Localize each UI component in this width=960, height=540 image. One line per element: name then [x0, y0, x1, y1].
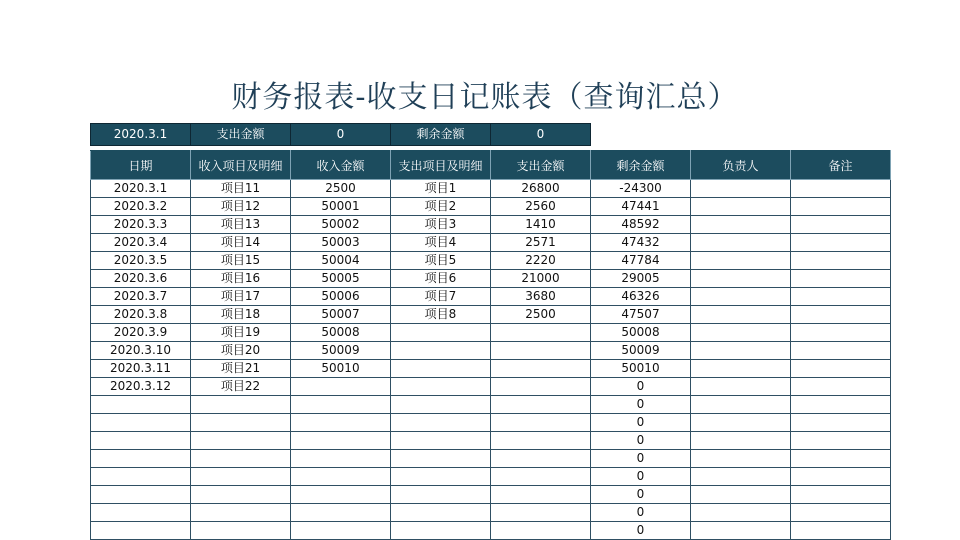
expense-item-cell[interactable]: 项目1 — [391, 180, 491, 198]
expense-amount-cell[interactable] — [491, 522, 591, 540]
expense-item-cell[interactable] — [391, 396, 491, 414]
owner-cell[interactable] — [691, 198, 791, 216]
note-cell[interactable] — [791, 450, 891, 468]
note-cell[interactable] — [791, 270, 891, 288]
table-row — [91, 450, 891, 468]
note-cell[interactable] — [791, 288, 891, 306]
summary-bar — [90, 123, 591, 146]
owner-cell[interactable] — [691, 288, 791, 306]
table-row — [91, 288, 891, 306]
income-item-cell[interactable]: 项目13 — [191, 216, 291, 234]
expense-item-cell[interactable] — [391, 414, 491, 432]
header-income-item[interactable]: 收入项目及明细 — [191, 151, 291, 180]
owner-cell[interactable] — [691, 486, 791, 504]
expense-item-cell[interactable] — [391, 522, 491, 540]
table-row — [91, 216, 891, 234]
date-cell[interactable]: 2020.3.3 — [91, 216, 191, 234]
expense-item-cell[interactable] — [391, 504, 491, 522]
income-amount-cell[interactable] — [291, 468, 391, 486]
balance-cell[interactable]: 0 — [591, 468, 691, 486]
balance-cell[interactable]: 47507 — [591, 306, 691, 324]
owner-cell[interactable] — [691, 252, 791, 270]
expense-item-cell[interactable] — [391, 324, 491, 342]
expense-item-cell[interactable] — [391, 450, 491, 468]
table-header-row — [91, 151, 891, 180]
table-row — [91, 360, 891, 378]
balance-cell[interactable]: 47441 — [591, 198, 691, 216]
balance-cell[interactable]: 0 — [591, 396, 691, 414]
balance-cell[interactable]: -24300 — [591, 180, 691, 198]
owner-cell[interactable] — [691, 432, 791, 450]
owner-cell[interactable] — [691, 522, 791, 540]
income-item-cell[interactable] — [191, 450, 291, 468]
note-cell[interactable] — [791, 216, 891, 234]
balance-cell[interactable]: 47432 — [591, 234, 691, 252]
income-item-cell[interactable] — [191, 504, 291, 522]
table-row — [91, 198, 891, 216]
balance-cell[interactable]: 47784 — [591, 252, 691, 270]
expense-amount-cell[interactable] — [491, 360, 591, 378]
income-item-cell[interactable]: 项目14 — [191, 234, 291, 252]
expense-amount-cell[interactable]: 2571 — [491, 234, 591, 252]
date-cell[interactable] — [91, 522, 191, 540]
expense-item-cell[interactable]: 项目4 — [391, 234, 491, 252]
expense-item-cell[interactable] — [391, 342, 491, 360]
header-date[interactable]: 日期 — [91, 151, 191, 180]
expense-amount-cell[interactable]: 2560 — [491, 198, 591, 216]
header-balance[interactable]: 剩余金额 — [591, 151, 691, 180]
owner-cell[interactable] — [691, 270, 791, 288]
date-cell[interactable]: 2020.3.7 — [91, 288, 191, 306]
date-cell[interactable] — [91, 450, 191, 468]
expense-amount-cell[interactable]: 3680 — [491, 288, 591, 306]
expense-amount-cell[interactable]: 2500 — [491, 306, 591, 324]
date-cell[interactable]: 2020.3.2 — [91, 198, 191, 216]
balance-cell[interactable]: 0 — [591, 486, 691, 504]
income-item-cell[interactable]: 项目22 — [191, 378, 291, 396]
expense-item-cell[interactable]: 项目7 — [391, 288, 491, 306]
header-owner[interactable]: 负责人 — [691, 151, 791, 180]
income-item-cell[interactable] — [191, 522, 291, 540]
header-income-amount[interactable]: 收入金额 — [291, 151, 391, 180]
income-amount-cell[interactable] — [291, 414, 391, 432]
income-amount-cell[interactable] — [291, 378, 391, 396]
expense-amount-cell[interactable] — [491, 486, 591, 504]
expense-amount-cell[interactable]: 1410 — [491, 216, 591, 234]
income-amount-cell[interactable] — [291, 432, 391, 450]
note-cell[interactable] — [791, 378, 891, 396]
owner-cell[interactable] — [691, 324, 791, 342]
income-item-cell[interactable]: 项目19 — [191, 324, 291, 342]
income-amount-cell[interactable]: 50001 — [291, 198, 391, 216]
owner-cell[interactable] — [691, 450, 791, 468]
income-item-cell[interactable]: 项目12 — [191, 198, 291, 216]
note-cell[interactable] — [791, 504, 891, 522]
date-cell[interactable] — [91, 468, 191, 486]
note-cell[interactable] — [791, 306, 891, 324]
balance-cell[interactable]: 0 — [591, 432, 691, 450]
owner-cell[interactable] — [691, 180, 791, 198]
balance-cell[interactable]: 0 — [591, 522, 691, 540]
date-cell[interactable]: 2020.3.5 — [91, 252, 191, 270]
note-cell[interactable] — [791, 252, 891, 270]
date-cell[interactable]: 2020.3.11 — [91, 360, 191, 378]
table-row — [91, 324, 891, 342]
income-item-cell[interactable] — [191, 486, 291, 504]
balance-cell[interactable]: 0 — [591, 504, 691, 522]
income-item-cell[interactable]: 项目17 — [191, 288, 291, 306]
summary-expense-value[interactable]: 0 — [291, 124, 391, 145]
balance-cell[interactable]: 46326 — [591, 288, 691, 306]
expense-amount-cell[interactable] — [491, 396, 591, 414]
note-cell[interactable] — [791, 468, 891, 486]
table-row — [91, 468, 891, 486]
expense-amount-cell[interactable] — [491, 450, 591, 468]
expense-amount-cell[interactable] — [491, 432, 591, 450]
income-amount-cell[interactable]: 50008 — [291, 324, 391, 342]
income-amount-cell[interactable]: 50005 — [291, 270, 391, 288]
income-amount-cell[interactable] — [291, 396, 391, 414]
expense-item-cell[interactable] — [391, 486, 491, 504]
expense-amount-cell[interactable] — [491, 324, 591, 342]
owner-cell[interactable] — [691, 342, 791, 360]
note-cell[interactable] — [791, 432, 891, 450]
income-amount-cell[interactable]: 50002 — [291, 216, 391, 234]
balance-cell[interactable]: 50008 — [591, 324, 691, 342]
expense-item-cell[interactable]: 项目6 — [391, 270, 491, 288]
note-cell[interactable] — [791, 486, 891, 504]
expense-amount-cell[interactable] — [491, 504, 591, 522]
expense-amount-cell[interactable] — [491, 342, 591, 360]
income-amount-cell[interactable]: 2500 — [291, 180, 391, 198]
balance-cell[interactable]: 0 — [591, 450, 691, 468]
table-row — [91, 414, 891, 432]
expense-item-cell[interactable] — [391, 378, 491, 396]
date-cell[interactable] — [91, 414, 191, 432]
expense-item-cell[interactable] — [391, 468, 491, 486]
income-item-cell[interactable] — [191, 414, 291, 432]
owner-cell[interactable] — [691, 468, 791, 486]
owner-cell[interactable] — [691, 360, 791, 378]
table-row — [91, 270, 891, 288]
date-cell[interactable] — [91, 504, 191, 522]
table-row — [91, 180, 891, 198]
income-amount-cell[interactable] — [291, 504, 391, 522]
expense-item-cell[interactable]: 项目8 — [391, 306, 491, 324]
balance-cell[interactable]: 48592 — [591, 216, 691, 234]
expense-item-cell[interactable] — [391, 432, 491, 450]
table-row — [91, 306, 891, 324]
income-amount-cell[interactable] — [291, 522, 391, 540]
income-amount-cell[interactable]: 50007 — [291, 306, 391, 324]
expense-item-cell[interactable] — [391, 360, 491, 378]
income-amount-cell[interactable]: 50009 — [291, 342, 391, 360]
expense-amount-cell[interactable] — [491, 468, 591, 486]
expense-amount-cell[interactable] — [491, 378, 591, 396]
income-item-cell[interactable]: 项目18 — [191, 306, 291, 324]
expense-amount-cell[interactable]: 2220 — [491, 252, 591, 270]
table-body — [91, 180, 891, 540]
owner-cell[interactable] — [691, 396, 791, 414]
date-cell[interactable] — [91, 432, 191, 450]
date-cell[interactable]: 2020.3.9 — [91, 324, 191, 342]
owner-cell[interactable] — [691, 414, 791, 432]
owner-cell[interactable] — [691, 234, 791, 252]
expense-item-cell[interactable]: 项目3 — [391, 216, 491, 234]
expense-amount-cell[interactable]: 26800 — [491, 180, 591, 198]
income-amount-cell[interactable]: 50004 — [291, 252, 391, 270]
note-cell[interactable] — [791, 522, 891, 540]
summary-date-cell[interactable]: 2020.3.1 — [91, 124, 191, 145]
income-item-cell[interactable] — [191, 396, 291, 414]
expense-item-cell[interactable]: 项目5 — [391, 252, 491, 270]
balance-cell[interactable]: 0 — [591, 378, 691, 396]
owner-cell[interactable] — [691, 378, 791, 396]
header-expense-item[interactable]: 支出项目及明细 — [391, 151, 491, 180]
income-item-cell[interactable] — [191, 432, 291, 450]
report-title: 财务报表-收支日记账表（查询汇总） — [231, 80, 739, 115]
table-row — [91, 234, 891, 252]
note-cell[interactable] — [791, 342, 891, 360]
table-row — [91, 522, 891, 540]
table-row — [91, 504, 891, 522]
summary-expense-label: 支出金额 — [191, 124, 291, 145]
income-item-cell[interactable]: 项目16 — [191, 270, 291, 288]
date-cell[interactable] — [91, 396, 191, 414]
date-cell[interactable] — [91, 486, 191, 504]
date-cell[interactable]: 2020.3.4 — [91, 234, 191, 252]
expense-item-cell[interactable]: 项目2 — [391, 198, 491, 216]
date-cell[interactable]: 2020.3.8 — [91, 306, 191, 324]
owner-cell[interactable] — [691, 306, 791, 324]
summary-balance-label: 剩余金额 — [391, 124, 491, 145]
summary-balance-value[interactable]: 0 — [536, 127, 545, 141]
table-row — [91, 486, 891, 504]
balance-cell[interactable]: 50009 — [591, 342, 691, 360]
income-item-cell[interactable] — [191, 468, 291, 486]
income-item-cell[interactable]: 项目20 — [191, 342, 291, 360]
income-amount-cell[interactable]: 50006 — [291, 288, 391, 306]
owner-cell[interactable] — [691, 216, 791, 234]
expense-amount-cell[interactable]: 21000 — [491, 270, 591, 288]
income-item-cell[interactable]: 项目21 — [191, 360, 291, 378]
income-amount-cell[interactable]: 50010 — [291, 360, 391, 378]
date-cell[interactable]: 2020.3.12 — [91, 378, 191, 396]
date-cell[interactable]: 2020.3.1 — [91, 180, 191, 198]
balance-cell[interactable]: 29005 — [591, 270, 691, 288]
date-cell[interactable]: 2020.3.10 — [91, 342, 191, 360]
balance-cell[interactable]: 50010 — [591, 360, 691, 378]
expense-amount-cell[interactable] — [491, 414, 591, 432]
table-row — [91, 252, 891, 270]
note-cell[interactable] — [791, 324, 891, 342]
header-expense-amount[interactable]: 支出金额 — [491, 151, 591, 180]
table-row — [91, 378, 891, 396]
note-cell[interactable] — [791, 414, 891, 432]
note-cell[interactable] — [791, 180, 891, 198]
note-cell[interactable] — [791, 198, 891, 216]
note-cell[interactable] — [791, 234, 891, 252]
income-amount-cell[interactable] — [291, 450, 391, 468]
note-cell[interactable] — [791, 396, 891, 414]
table-row — [91, 396, 891, 414]
income-amount-cell[interactable] — [291, 486, 391, 504]
income-amount-cell[interactable]: 50003 — [291, 234, 391, 252]
owner-cell[interactable] — [691, 504, 791, 522]
date-cell[interactable]: 2020.3.6 — [91, 270, 191, 288]
header-note[interactable]: 备注 — [791, 151, 891, 180]
table-row — [91, 342, 891, 360]
income-item-cell[interactable]: 项目15 — [191, 252, 291, 270]
table-row — [91, 432, 891, 450]
note-cell[interactable] — [791, 360, 891, 378]
income-item-cell[interactable]: 项目11 — [191, 180, 291, 198]
ledger-table — [90, 150, 891, 540]
balance-cell[interactable]: 0 — [591, 414, 691, 432]
